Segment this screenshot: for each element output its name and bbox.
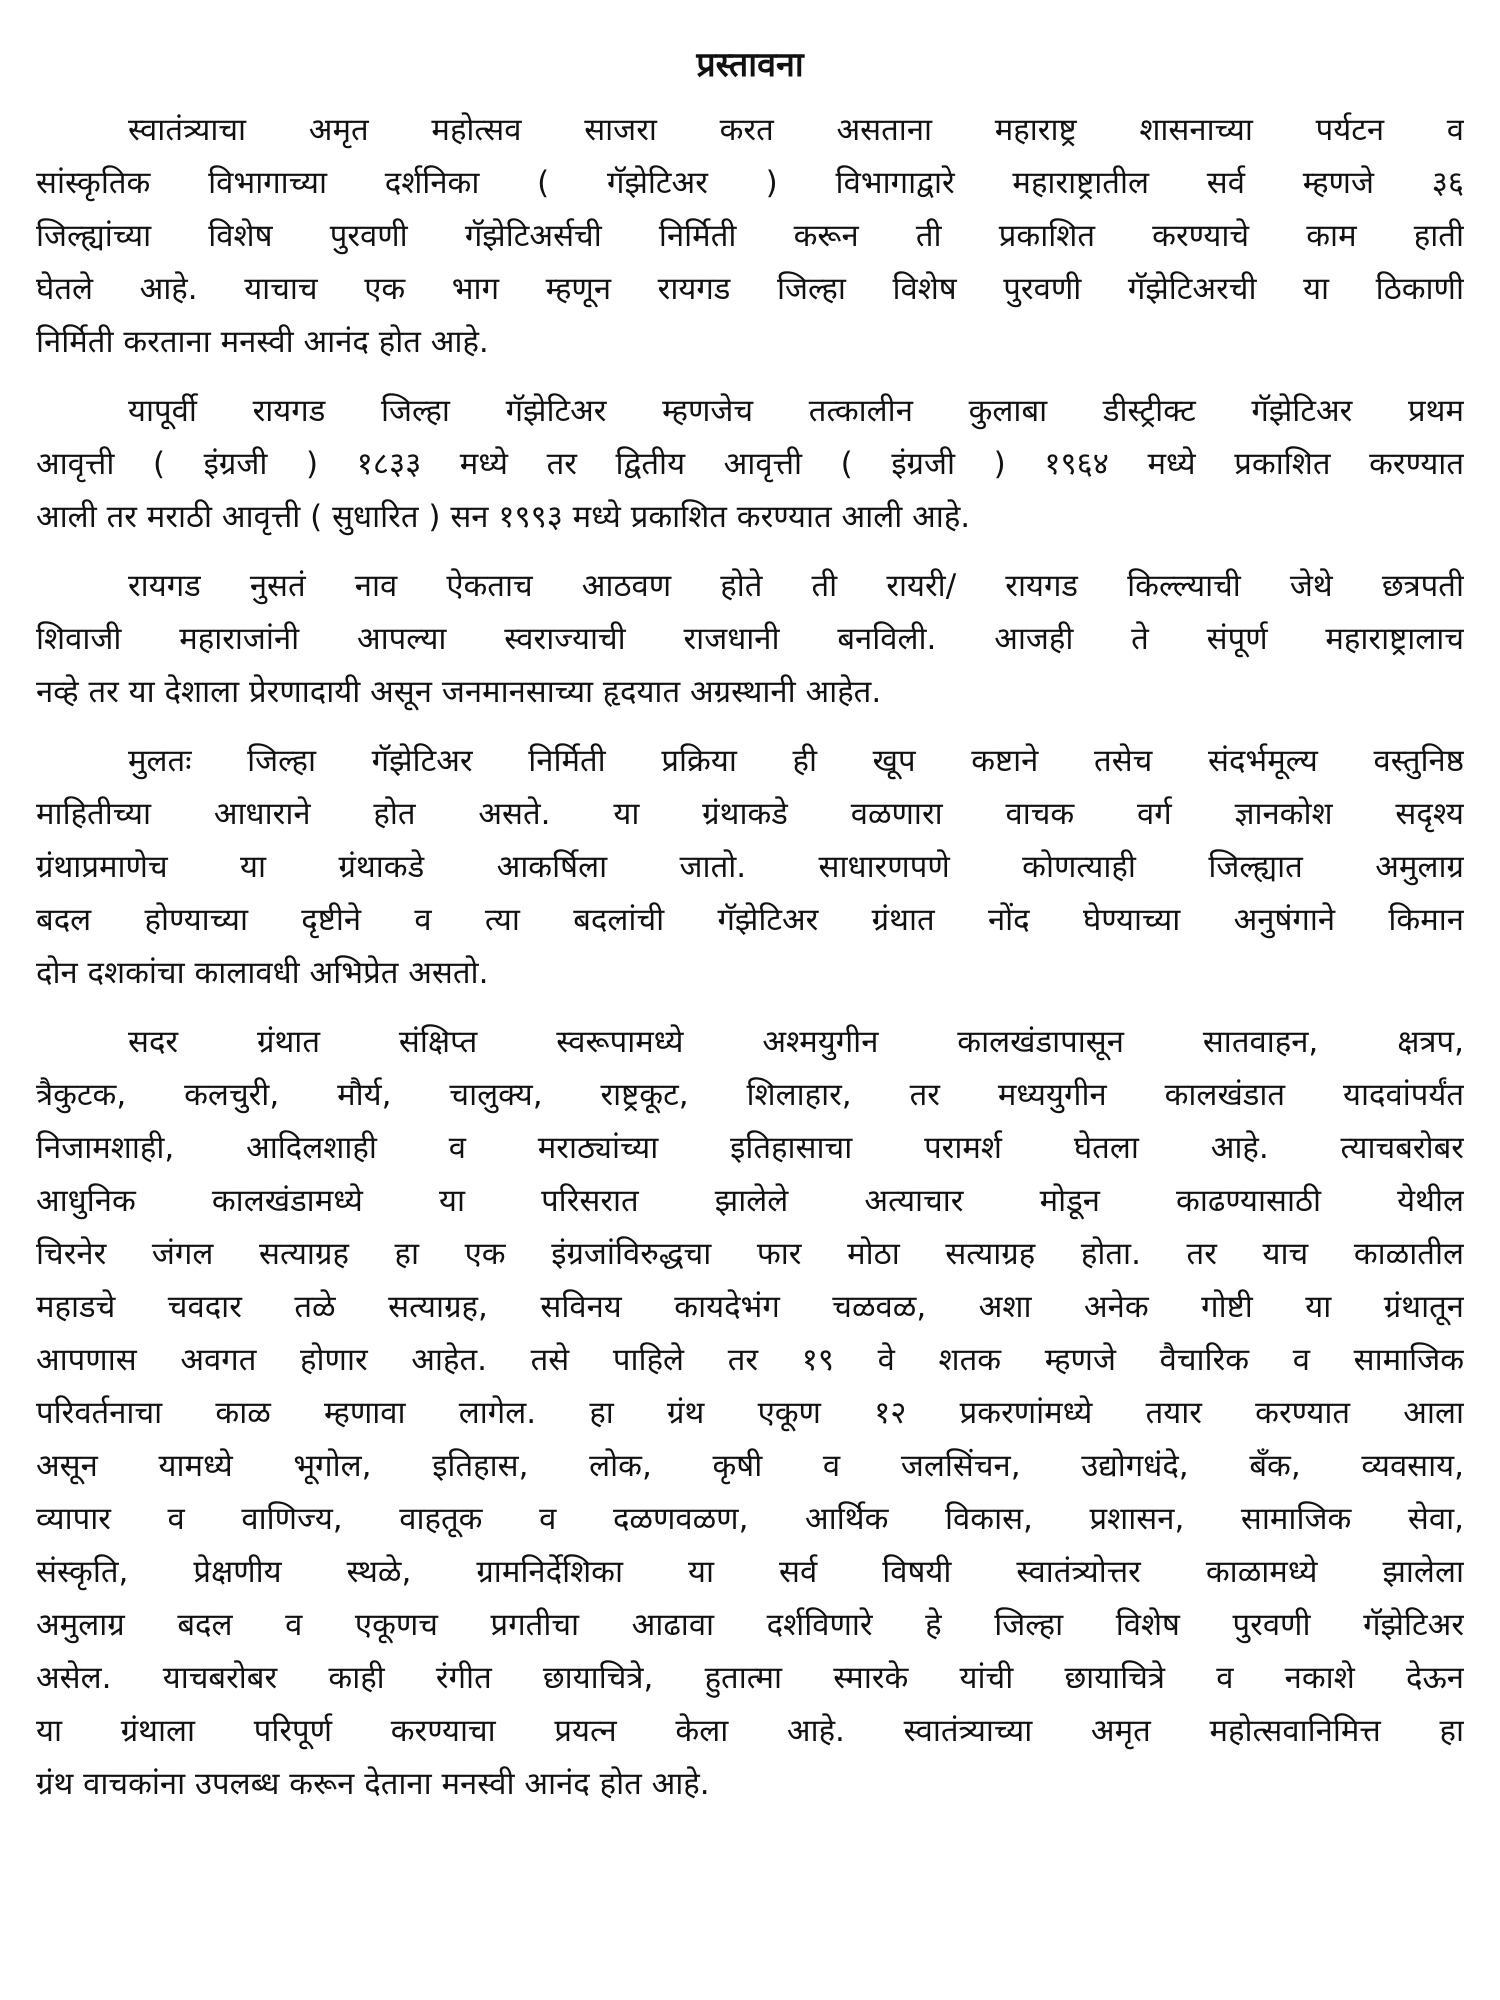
text-line: आपणास अवगत होणार आहेत. तसे पाहिले तर १९ वे शतक म्हणजे वैचारिक व सामाजिक bbox=[36, 1342, 1464, 1378]
text-line: नव्हे तर या देशाला प्रेरणादायी असून जनमानसाच्या हृदयात अग्रस्थानी आहेत. bbox=[36, 674, 882, 710]
paragraph bbox=[36, 560, 1464, 719]
text-line: या ग्रंथाला परिपूर्ण करण्याचा प्रयत्न केला आहे. स्वातंत्र्याच्या अमृत महोत्सवानिमित्त हा bbox=[36, 1713, 1464, 1749]
text-line: स्वातंत्र्याचा अमृत महोत्सव साजरा करत असताना महाराष्ट्र शासनाच्या पर्यटन व bbox=[128, 112, 1464, 148]
text-line: निर्मिती करताना मनस्वी आनंद होत आहे. bbox=[36, 324, 489, 360]
text-line: सदर ग्रंथात संक्षिप्त स्वरूपामध्ये अश्मयुगीन कालखंडापासून सातवाहन, क्षत्रप, bbox=[128, 1024, 1464, 1060]
text-line: जिल्ह्यांच्या विशेष पुरवणी गॅझेटिअर्सची निर्मिती करून ती प्रकाशित करण्याचे काम हाती bbox=[36, 218, 1464, 254]
text-line: रायगड नुसतं नाव ऐकताच आठवण होते ती रायरी/ रायगड किल्ल्याची जेथे छत्रपती bbox=[128, 568, 1464, 604]
paragraph bbox=[36, 385, 1464, 544]
text-line: बदल होण्याच्या दृष्टीने व त्या बदलांची गॅझेटिअर ग्रंथात नोंद घेण्याच्या अनुषंगाने किमान bbox=[36, 902, 1464, 938]
paragraph bbox=[36, 104, 1464, 369]
text-line: अमुलाग्र बदल व एकूणच प्रगतीचा आढावा दर्शविणारे हे जिल्हा विशेष पुरवणी गॅझेटिअर bbox=[36, 1607, 1464, 1643]
text-line: संस्कृति, प्रेक्षणीय स्थळे, ग्रामनिर्देशिका या सर्व विषयी स्वातंत्र्योत्तर काळामध्ये झालेला bbox=[36, 1554, 1464, 1590]
text-line: असेल. याचबरोबर काही रंगीत छायाचित्रे, हुतात्मा स्मारके यांची छायाचित्रे व नकाशे देऊन bbox=[36, 1660, 1464, 1696]
text-line: आवृत्ती ( इंग्रजी ) १८३३ मध्ये तर द्वितीय आवृत्ती ( इंग्रजी ) १९६४ मध्ये प्रकाशित करण्यात bbox=[36, 446, 1464, 482]
text-line: ग्रंथ वाचकांना उपलब्ध करून देताना मनस्वी आनंद होत आहे. bbox=[36, 1766, 710, 1802]
paragraph bbox=[36, 735, 1464, 1000]
document-page bbox=[36, 40, 1464, 1970]
document-title: प्रस्तावना bbox=[696, 45, 804, 85]
text-line: शिवाजी महाराजांनी आपल्या स्वराज्याची राजधानी बनविली. आजही ते संपूर्ण महाराष्ट्रालाच bbox=[36, 621, 1464, 657]
text-line: मुलतः जिल्हा गॅझेटिअर निर्मिती प्रक्रिया ही खूप कष्टाने तसेच संदर्भमूल्य वस्तुनिष्ठ bbox=[128, 743, 1464, 779]
text-line: व्यापार व वाणिज्य, वाहतूक व दळणवळण, आर्थिक विकास, प्रशासन, सामाजिक सेवा, bbox=[36, 1501, 1464, 1537]
text-line: निजामशाही, आदिलशाही व मराठ्यांच्या इतिहासाचा परामर्श घेतला आहे. त्याचबरोबर bbox=[36, 1130, 1464, 1166]
text-line: माहितीच्या आधाराने होत असते. या ग्रंथाकडे वळणारा वाचक वर्ग ज्ञानकोश सदृश्य bbox=[36, 796, 1464, 832]
text-line: आधुनिक कालखंडामध्ये या परिसरात झालेले अत्याचार मोडून काढण्यासाठी येथील bbox=[36, 1183, 1464, 1219]
text-line: आली तर मराठी आवृत्ती ( सुधारित ) सन १९९३ मध्ये प्रकाशित करण्यात आली आहे. bbox=[36, 499, 971, 535]
text-line: यापूर्वी रायगड जिल्हा गॅझेटिअर म्हणजेच तत्कालीन कुलाबा डीस्ट्रीक्ट गॅझेटिअर प्रथम bbox=[128, 393, 1464, 429]
text-line: त्रैकुटक, कलचुरी, मौर्य, चालुक्य, राष्ट्रकूट, शिलाहार, तर मध्ययुगीन कालखंडात यादवांपर्यंत bbox=[36, 1077, 1464, 1113]
text-line: चिरनेर जंगल सत्याग्रह हा एक इंग्रजांविरुद्धचा फार मोठा सत्याग्रह होता. तर याच काळातील bbox=[36, 1236, 1464, 1272]
paragraph bbox=[36, 1016, 1464, 1811]
text-line: महाडचे चवदार तळे सत्याग्रह, सविनय कायदेभंग चळवळ, अशा अनेक गोष्टी या ग्रंथातून bbox=[36, 1289, 1464, 1325]
text-line: परिवर्तनाचा काळ म्हणावा लागेल. हा ग्रंथ एकूण १२ प्रकरणांमध्ये तयार करण्यात आला bbox=[36, 1395, 1464, 1431]
text-line: असून यामध्ये भूगोल, इतिहास, लोक, कृषी व जलसिंचन, उद्योगधंदे, बँक, व्यवसाय, bbox=[36, 1448, 1464, 1484]
text-line: सांस्कृतिक विभागाच्या दर्शनिका ( गॅझेटिअर ) विभागाद्वारे महाराष्ट्रातील सर्व म्हणजे ३६ bbox=[36, 165, 1464, 201]
document-body bbox=[36, 104, 1464, 1811]
text-line: घेतले आहे. याचाच एक भाग म्हणून रायगड जिल्हा विशेष पुरवणी गॅझेटिअरची या ठिकाणी bbox=[36, 271, 1464, 307]
text-line: ग्रंथाप्रमाणेच या ग्रंथाकडे आकर्षिला जातो. साधारणपणे कोणत्याही जिल्ह्यात अमुलाग्र bbox=[36, 849, 1464, 885]
text-line: दोन दशकांचा कालावधी अभिप्रेत असतो. bbox=[36, 955, 489, 991]
